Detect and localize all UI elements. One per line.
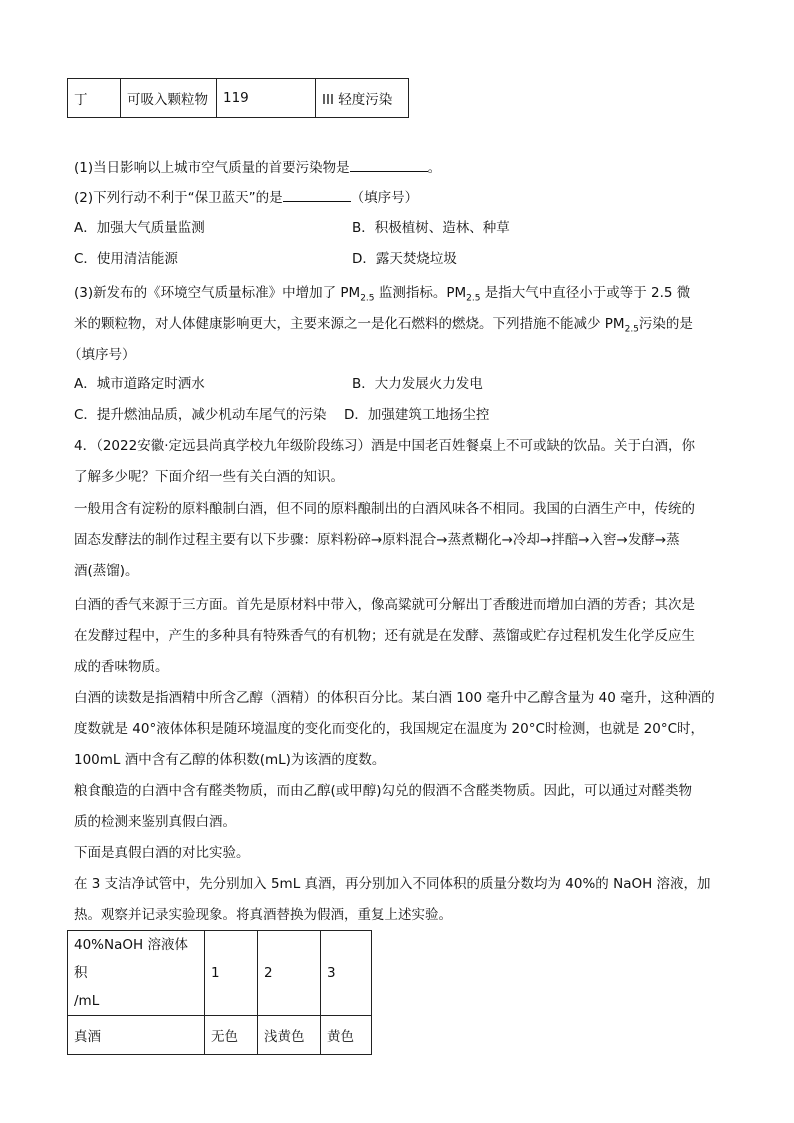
paragraph-line: 热。观察并记录实验现象。将真酒替换为假酒，重复上述实验。 bbox=[74, 907, 452, 923]
subscript: 2.5 bbox=[466, 293, 481, 304]
answer-blank bbox=[283, 187, 351, 202]
table-header-cell bbox=[68, 931, 205, 1016]
option-row bbox=[74, 218, 205, 238]
paragraph-line: 粮食酿造的白酒中含有醛类物质，而由乙醇(或甲醇)勾兑的假酒不含醛类物质。因此，可以通过对醛类物 bbox=[74, 783, 693, 799]
subscript: 2.5 bbox=[624, 324, 639, 335]
table-header-cell: 2 bbox=[258, 931, 321, 1016]
table-header-cell: 3 bbox=[321, 931, 372, 1016]
question-text: 污染的是 bbox=[638, 316, 693, 332]
option-c: C．提升燃油品质，减少机动车尾气的污染 bbox=[74, 407, 327, 423]
table-cell: 119 bbox=[217, 79, 316, 118]
question-text: （填序号） bbox=[68, 347, 136, 363]
paragraph-line: 质的检测来鉴别真假白酒。 bbox=[74, 814, 236, 830]
option-row bbox=[74, 249, 178, 269]
paragraph-line: 酒(蒸馏)。 bbox=[74, 563, 139, 579]
table-cell: 丁 bbox=[68, 79, 121, 118]
option-b: B．积极植树、造林、种草 bbox=[352, 220, 510, 236]
question-3-line bbox=[74, 283, 690, 303]
question-text: 。 bbox=[427, 160, 442, 176]
table-cell: 黄色 bbox=[321, 1016, 372, 1055]
table-cell: 真酒 bbox=[68, 1016, 205, 1055]
option-a: A．加强大气质量监测 bbox=[74, 220, 205, 236]
option-c: C．使用清洁能源 bbox=[74, 251, 178, 267]
table-cell: 可吸入颗粒物 bbox=[121, 79, 217, 118]
header-text: 40%NaOH 溶液体积 bbox=[74, 937, 188, 981]
table-row bbox=[68, 79, 409, 118]
paragraph-line: 固态发酵法的制作过程主要有以下步骤：原料粉碎→原料混合→蒸煮糊化→冷却→拌醅→入窖→发酵→蒸 bbox=[74, 532, 680, 548]
question-4-intro: 4．（2022安徽·定远县尚真学校九年级阶段练习）酒是中国老百姓餐桌上不可或缺的饮品。关于白酒，你 bbox=[74, 438, 695, 454]
header-text: /mL bbox=[74, 993, 100, 1009]
paragraph-line: 白酒的读数是指酒精中所含乙醇（酒精）的体积百分比。某白酒 100 毫升中乙醇含量为 40 毫升，这种酒的 bbox=[74, 690, 715, 706]
question-text: (1)当日影响以上城市空气质量的首要污染物是 bbox=[74, 160, 350, 176]
option-row bbox=[74, 405, 326, 425]
paragraph-line: 在发酵过程中，产生的多种具有特殊香气的有机物；还有就是在发酵、蒸馏或贮存过程机发生化学反应生 bbox=[74, 628, 695, 644]
table-cell: III 轻度污染 bbox=[316, 79, 409, 118]
question-3-line bbox=[74, 314, 693, 334]
subscript: 2.5 bbox=[360, 293, 375, 304]
table-row bbox=[68, 931, 372, 1016]
paragraph-line: 成的香味物质。 bbox=[74, 659, 169, 675]
question-text: （填序号） bbox=[350, 190, 419, 206]
paragraph-line: 100mL 酒中含有乙醇的体积数(mL)为该酒的度数。 bbox=[74, 752, 386, 768]
question-3-line bbox=[68, 345, 136, 365]
paragraph-line: 白酒的香气来源于三方面。首先是原材料中带入，像高粱就可分解出丁香酸进而增加白酒的芳香；其次是 bbox=[74, 597, 695, 613]
table-cell: 无色 bbox=[205, 1016, 258, 1055]
question-text: 米的颗粒物，对人体健康影响更大，主要来源之一是化石燃料的燃烧。下列措施不能减少 PM bbox=[74, 316, 625, 332]
question-2 bbox=[74, 187, 418, 208]
paragraph-line: 下面是真假白酒的对比实验。 bbox=[74, 845, 250, 861]
option-row bbox=[74, 374, 205, 394]
question-text: (2)下列行动不利于“保卫蓝天”的是 bbox=[74, 190, 283, 206]
question-1 bbox=[74, 157, 441, 178]
paragraph-line: 度数就是 40°液体体积是随环境温度的变化而变化的，我国规定在温度为 20°C时检测，也就是 20°C时， bbox=[74, 721, 705, 737]
answer-blank bbox=[350, 157, 428, 172]
option-d: D．加强建筑工地扬尘控 bbox=[344, 407, 490, 423]
paragraph-line: 在 3 支洁净试管中，先分别加入 5mL 真酒，再分别加入不同体积的质量分数均为 40%的 NaOH 溶液，加 bbox=[74, 876, 711, 892]
option-d: D．露天焚烧垃圾 bbox=[352, 251, 457, 267]
paragraph-line: 一般用含有淀粉的原料酿制白酒，但不同的原料酿制出的白酒风味各不相同。我国的白酒生产中，传统的 bbox=[74, 501, 695, 517]
experiment-table bbox=[67, 930, 372, 1055]
question-text: 是指大气中直径小于或等于 2.5 微 bbox=[480, 285, 691, 301]
table-cell: 浅黄色 bbox=[258, 1016, 321, 1055]
table-header-cell: 1 bbox=[205, 931, 258, 1016]
question-text: (3)新发布的《环境空气质量标准》中增加了 PM bbox=[74, 285, 361, 301]
table-row bbox=[68, 1016, 372, 1055]
question-text: 监测指标。PM bbox=[374, 285, 467, 301]
option-a: A．城市道路定时洒水 bbox=[74, 376, 205, 392]
option-b: B．大力发展火力发电 bbox=[352, 376, 483, 392]
question-4-intro: 了解多少呢？下面介绍一些有关白酒的知识。 bbox=[74, 469, 344, 485]
pollution-table bbox=[67, 78, 409, 118]
